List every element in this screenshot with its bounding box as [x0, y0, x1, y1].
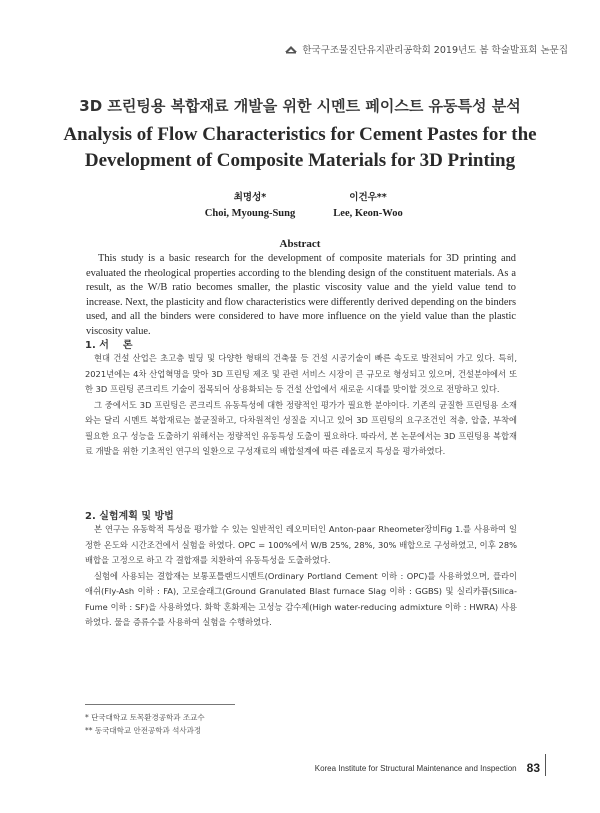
section-2-paragraph-1: 본 연구는 유동학적 특성을 평가할 수 있는 일반적인 레오미터인 Anton-paar Rheometer장비Fig 1.를 사용하여 일정한 온도와 시간조건에서 실험을 하였다. OPC = 100%에서 W/B 25%, 28%, 30% 배합으로 구성하였고, 이후 28% 배합을 고정으로 하고 각 결합재를 치환하여 유동특성을 도출하였다.: [85, 524, 517, 565]
section-2-heading: 2. 실험계획 및 방법: [85, 511, 174, 522]
author-2: [308, 190, 428, 222]
author-2-name-ko: 이건우**: [349, 192, 387, 203]
footer-divider: [545, 754, 546, 776]
footer-text: Korea Institute for Structural Maintenance and Inspection: [314, 763, 517, 773]
header-text: 한국구조물진단유지관리공학회 2019년도 봄 학술발표회 논문집: [302, 45, 568, 56]
running-header: [284, 42, 568, 56]
footnote-1: * 단국대학교 토목환경공학과 조교수: [85, 713, 205, 722]
section-2-paragraph-2: 실험에 사용되는 결합재는 보통포틀랜드시멘트(Ordinary Portland Cement 이하 : OPC)를 사용하였으며, 플라이애쉬(Fly-Ash 이하 : FA), 고로슬래그(Ground Granulated Blast furnace Slag 이하 : GGBS) 및 실리카퓸(Silica-Fume 이하 : SF)을 사용하였다. 화학 혼화제는 고성능 감수제(High water-reducing admixture 이하 : HWRA) 사용하였다. 물을 증류수를 사용하여 실험을 수행하였다.: [85, 570, 517, 627]
author-1-name-ko: 최명성*: [233, 192, 267, 203]
author-1-name-en: Choi, Myoung-Sung: [204, 208, 296, 219]
footnote-2: ** 동국대학교 안전공학과 석사과정: [85, 726, 202, 735]
english-title-line-1: Analysis of Flow Characteristics for Cement Pastes for the: [63, 124, 537, 145]
section-1-paragraph-1: 현대 건설 산업은 초고층 빌딩 및 다양한 형태의 건축물 등 건설 시공기술이 빠른 속도로 발전되어 가고 있다. 특히, 2021년에는 4차 산업혁명을 맞아 3D 프린팅 제조 및 관련 서비스 시장이 큰 규모로 형성되고 있으며, 건설분야에서 또한 3D 프린팅 콘크리트 기술이 접목되어 상용화되는 등 건설 산업에서 새로운 시대를 맞이할 것으로 전망하고 있다.: [85, 353, 517, 394]
english-title-line-2: Development of Composite Materials for 3D Printing: [84, 150, 516, 171]
section-1-body: [85, 351, 517, 460]
page-number: 83: [526, 761, 540, 775]
section-1-heading: 1. 서 론: [85, 340, 133, 351]
page-footer: [315, 761, 540, 775]
book-icon: [284, 44, 298, 54]
footnote-divider: [85, 704, 235, 705]
section-1-paragraph-2: 그 중에서도 3D 프린팅은 콘크리트 유동특성에 대한 정량적인 평가가 필요한 분야이다. 기존의 균질한 프린팅용 소재와는 달리 시멘트 복합재료는 불균질하고, 다차원적인 성질을 지니고 있어 3D 프린팅의 요구조건인 적층, 압출, 부착에 필요한 요구 성능을 도출하기 위해서는 정량적인 유동특성 도출이 필요하다. 따라서, 본 논문에서는 3D 프린팅용 복합재료 개발을 위한 기초적인 연구의 일환으로 구성재료의 배합설계에 따른 레올로지 특성을 평가하였다.: [85, 399, 517, 456]
abstract-heading: Abstract: [279, 238, 321, 250]
abstract-text: This study is a basic research for the development of composite materials for 3D printing and evaluated the rheological properties according to the blending design of the constituent materials. As a result, as the W/B ratio becomes smaller, the plastic viscosity value and the yield value tend to increase. Next, the plasticity and flow characteristics were differently derived depending on the binders used, and all the binders were considered to have more influence on the yield value than the plastic viscosity value.: [86, 253, 516, 337]
footnotes: [85, 711, 205, 737]
korean-title: 3D 프린팅용 복합재료 개발을 위한 시멘트 페이스트 유동특성 분석: [79, 97, 521, 115]
english-title: [40, 122, 560, 174]
author-1: [190, 190, 310, 222]
author-2-name-en: Lee, Keon-Woo: [333, 208, 403, 219]
section-2-body: [85, 522, 517, 631]
